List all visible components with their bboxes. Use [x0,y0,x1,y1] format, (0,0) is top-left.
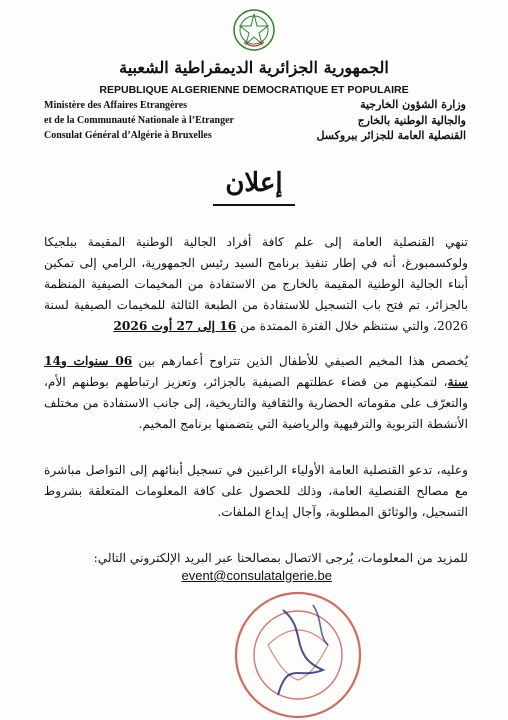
french-institution-block [44,98,274,143]
title-underline [213,204,295,206]
eligibility-details: ، لتمكينهم من قضاء عطلتهم الصيفية بالجزائر، وتعزيز ارتباطهم بوطنهم الأم، والتعرّف على مقوماته الحضارية والثقافية والتاريخية، إلى جانب الاستفادة من مختلف الأنشطة التربوية والترفيهية والرياضية التي يتضمنها برنامج المخيم. [44,375,468,431]
consulate-line: Consulat Général d’Algérie à Bruxelles [44,130,212,141]
consulate-line-ar: القنصلية العامة للجزائر ببروكسل [316,129,466,142]
announcement-title: إعلان [225,168,283,198]
arabic-institution-block [266,97,466,144]
consulate-stamp-icon [228,585,368,720]
ministry-line-ar: وزارة الشؤون الخارجية [360,98,466,111]
paragraph-eligibility [44,351,468,435]
camp-date-range: 16 إلى 27 أوت 2026 [113,319,237,333]
community-line-ar: والجالية الوطنية بالخارج [357,113,466,127]
paragraph-contact-invitation: وعليه، تدعو القنصلية العامة الأولياء الراغبين في تسجيل أبنائهم إلى التواصل مباشرة مع مصالح القنصلية العامة، وذلك للحصول على كافة المعلومات المتعلقة بشروط التسجيل، والوثائق المطلوبة، وآجال إيداع الملفات. [44,463,468,519]
paragraph-registration-text: تنهي القنصلية العامة إلى علم كافة أفراد الجالية الوطنية المقيمة ببلجيكا ولوكسمبورغ، أنه في إطار تنفيذ برنامج السيد رئيس الجمهورية، الرامي إلى تمكين أبناء الجالية الوطنية المقيمة بالخارج من الاستفادة من المخيمات الصيفية المنظمة بالجزائر، تم فتح باب التسجيل للاستفادة من الطبعة الثالثة للمخيمات الصيفية لسنة 2026، والتي ستنظم خلال الفترة الممتدة من [44,235,468,333]
paragraph-registration [44,232,468,337]
age-range: 06 سنوات و14 سنة [44,354,468,389]
contact-email-link[interactable]: event@consulatalgerie.be [181,568,332,583]
eligibility-intro: يُخصص هذا المخيم الصيفي للأطفال الذين تتراوح أعمارهم بين [138,354,469,368]
arabic-republic-title: الجمهورية الجزائرية الديمقراطية الشعبية [119,58,389,77]
paragraph-more-info: للمزيد من المعلومات، يُرجى الاتصال بمصالحنا عبر البريد الإلكتروني التالي: [93,551,468,565]
french-republic-title: REPUBLIQUE ALGERIENNE DEMOCRATIQUE ET POPULAIRE [99,84,409,96]
algeria-emblem-icon [230,6,278,52]
community-line: et de la Communauté Nationale à l’Etranger [44,115,234,126]
ministry-line: Ministère des Affaires Etrangères [44,100,188,111]
